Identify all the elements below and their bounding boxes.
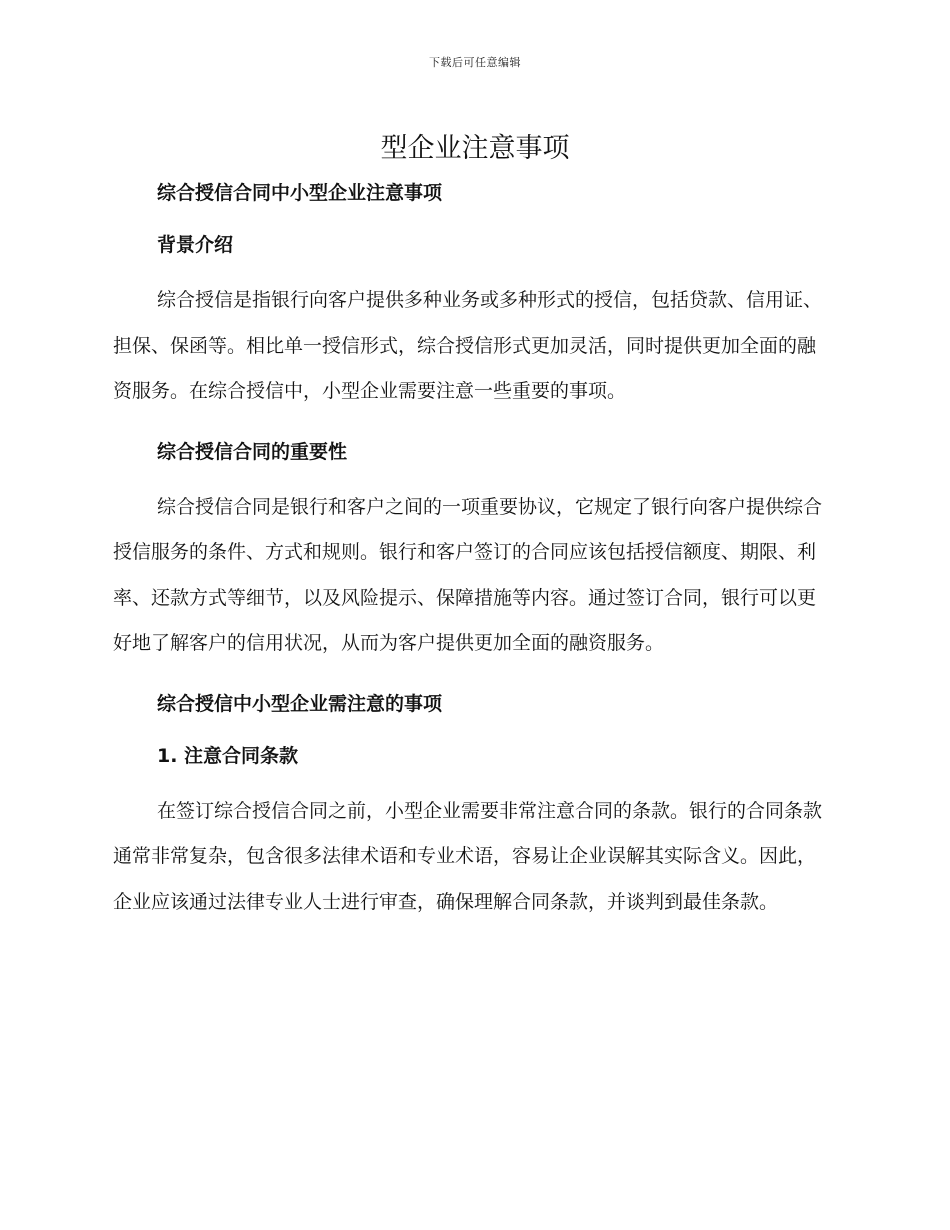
- page-header-note: 下载后可任意编辑: [429, 56, 521, 69]
- section-heading-contract-terms: 1. 注意合同条款: [157, 744, 299, 767]
- section-heading-main: 综合授信合同中小型企业注意事项: [157, 182, 443, 204]
- paragraph-background: 综合授信是指银行向客户提供多种业务或多种形式的授信，包括贷款、信用证、担保、保函等。相比单一授信形式，综合授信形式更加灵活，同时提供更加全面的融资服务。在综合授信中，小型企业需要注意一些重要的事项。: [113, 289, 823, 402]
- section-heading-importance: 综合授信合同的重要性: [157, 440, 348, 463]
- paragraph-importance: 综合授信合同是银行和客户之间的一项重要协议，它规定了银行向客户提供综合授信服务的条件、方式和规则。银行和客户签订的合同应该包括授信额度、期限、利率、还款方式等细节，以及风险提示、保障措施等内容。通过签订合同，银行可以更好地了解客户的信用状况，从而为客户提供更加全面的融资服务。: [113, 495, 823, 654]
- document-title: 型企业注意事项: [380, 133, 570, 164]
- document-body: [113, 170, 833, 925]
- paragraph-contract-terms: 在签订综合授信合同之前，小型企业需要非常注意合同的条款。银行的合同条款通常非常复杂，包含很多法律术语和专业术语，容易让企业误解其实际含义。因此，企业应该通过法律专业人士进行审查，确保理解合同条款，并谈判到最佳条款。: [113, 799, 823, 913]
- section-heading-considerations: 综合授信中小型企业需注意的事项: [157, 692, 443, 715]
- section-heading-background: 背景介绍: [157, 234, 234, 256]
